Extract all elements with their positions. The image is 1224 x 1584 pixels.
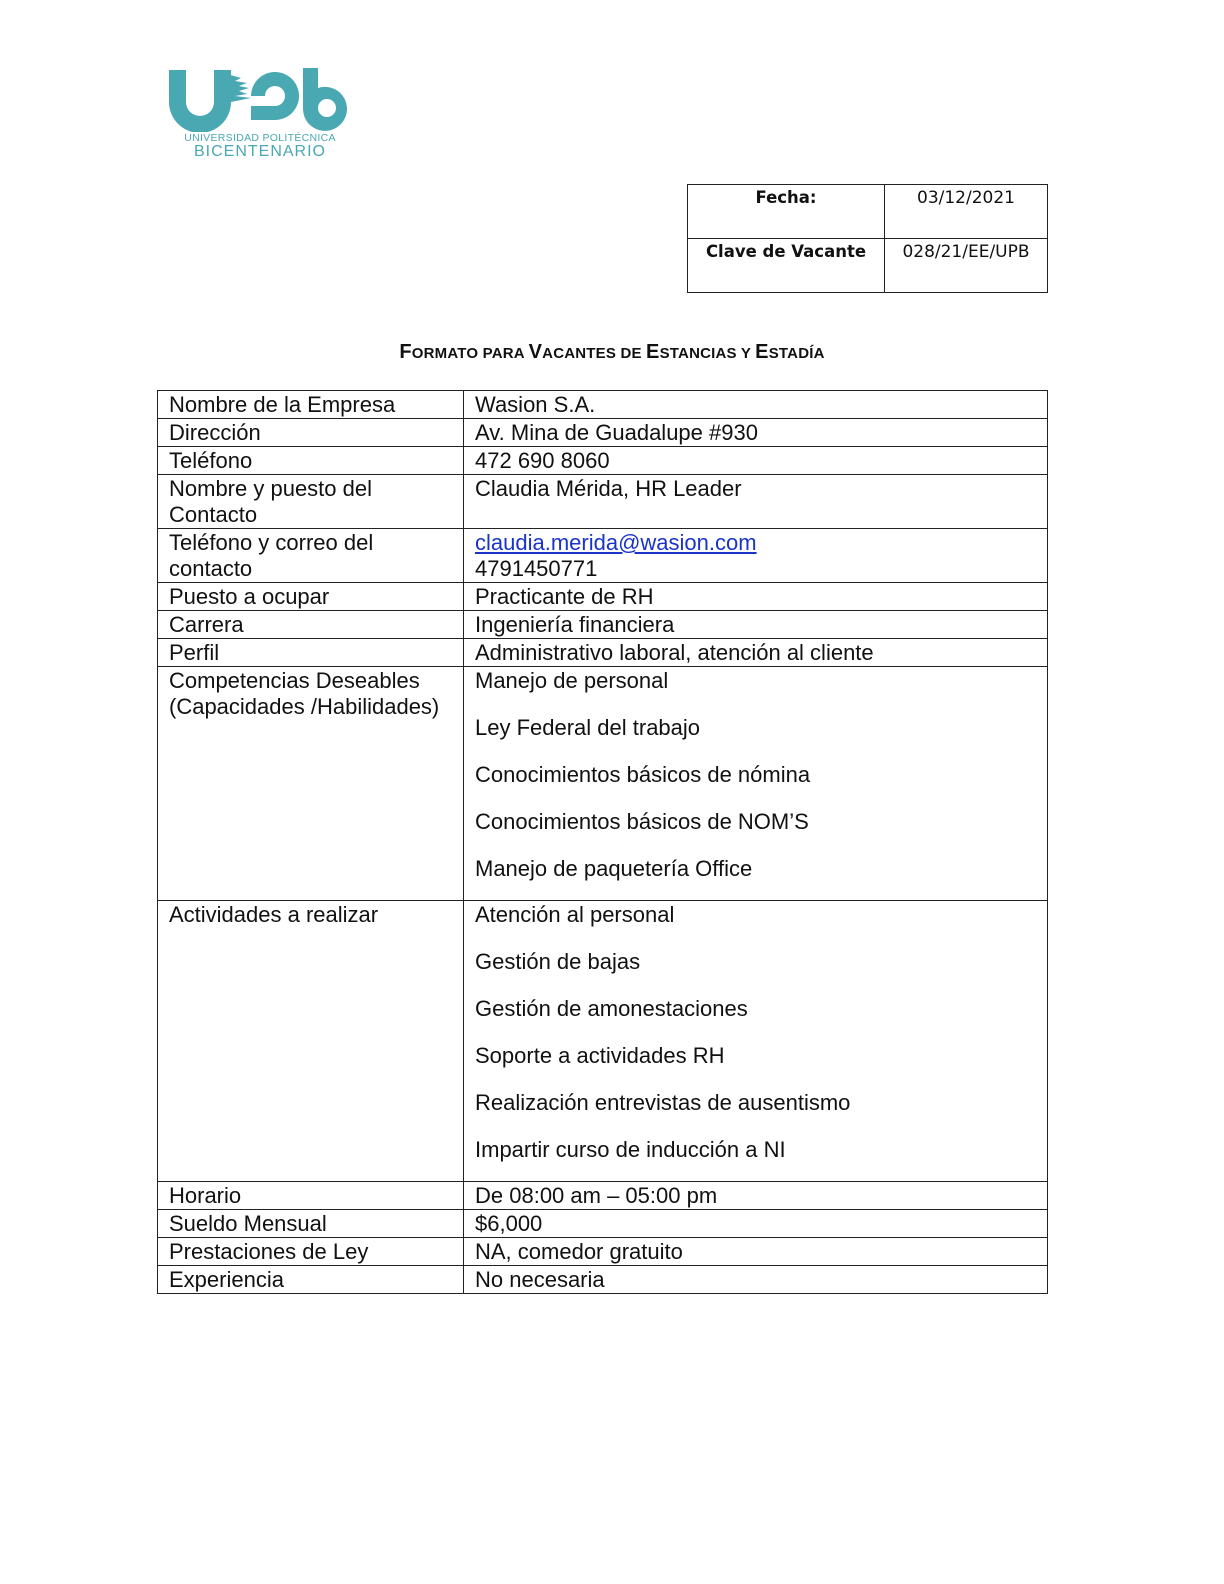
title-rest: STANCIAS Y <box>659 345 756 362</box>
competency-item: Manejo de paquetería Office <box>475 856 753 881</box>
upb-logo-icon <box>165 66 355 132</box>
phone-value: 472 690 8060 <box>464 447 1048 475</box>
competencies-list <box>464 667 1048 901</box>
meta-row-date <box>688 185 1048 239</box>
address-label: Dirección <box>158 419 464 447</box>
title-cap: F <box>399 341 412 363</box>
title-rest: ORMATO PARA <box>411 345 529 362</box>
company-name-value: Wasion S.A. <box>464 391 1048 419</box>
row-experience <box>158 1266 1048 1294</box>
logo-university-name: UNIVERSIDAD POLITÉCNICA <box>184 132 336 144</box>
contact-info-label: Teléfono y correo del contacto <box>158 529 464 583</box>
activity-item: Soporte a actividades RH <box>475 1043 725 1068</box>
profile-value: Administrativo laboral, atención al cliente <box>464 639 1048 667</box>
row-address <box>158 419 1048 447</box>
competencies-label: Competencias Deseables (Capacidades /Habilidades) <box>158 667 464 901</box>
activity-item: Atención al personal <box>475 902 675 927</box>
schedule-label: Horario <box>158 1182 464 1210</box>
row-competencies <box>158 667 1048 901</box>
activity-item: Realización entrevistas de ausentismo <box>475 1090 851 1115</box>
contact-value: Claudia Mérida, HR Leader <box>464 475 1048 529</box>
row-contact-info <box>158 529 1048 583</box>
contact-email-link[interactable]: claudia.merida@wasion.com <box>475 530 757 555</box>
row-schedule <box>158 1182 1048 1210</box>
competency-item: Conocimientos básicos de NOM’S <box>475 809 809 834</box>
address-value: Av. Mina de Guadalupe #930 <box>464 419 1048 447</box>
competency-item: Conocimientos básicos de nómina <box>475 762 811 787</box>
page-title <box>0 341 1224 364</box>
experience-label: Experiencia <box>158 1266 464 1294</box>
competency-item: Ley Federal del trabajo <box>475 715 701 740</box>
activity-item: Impartir curso de inducción a NI <box>475 1137 786 1162</box>
row-activities <box>158 901 1048 1182</box>
salary-label: Sueldo Mensual <box>158 1210 464 1238</box>
experience-value: No necesaria <box>464 1266 1048 1294</box>
meta-row-vacancy-key <box>688 239 1048 293</box>
activities-label: Actividades a realizar <box>158 901 464 1182</box>
salary-value: $6,000 <box>464 1210 1048 1238</box>
position-label: Puesto a ocupar <box>158 583 464 611</box>
profile-label: Perfil <box>158 639 464 667</box>
company-name-label: Nombre de la Empresa <box>158 391 464 419</box>
title-cap: E <box>755 341 769 363</box>
activities-list <box>464 901 1048 1182</box>
title-cap: V <box>528 341 543 363</box>
career-value: Ingeniería financiera <box>464 611 1048 639</box>
vacancy-key-label: Clave de Vacante <box>688 239 885 293</box>
row-contact <box>158 475 1048 529</box>
activity-item: Gestión de bajas <box>475 949 641 974</box>
row-benefits <box>158 1238 1048 1266</box>
benefits-label: Prestaciones de Ley <box>158 1238 464 1266</box>
row-salary <box>158 1210 1048 1238</box>
date-label: Fecha: <box>688 185 885 239</box>
title-rest: ACANTES DE <box>542 345 647 362</box>
title-cap: E <box>646 341 660 363</box>
position-value: Practicante de RH <box>464 583 1048 611</box>
contact-phone: 4791450771 <box>475 556 598 581</box>
date-value: 03/12/2021 <box>885 185 1048 239</box>
phone-label: Teléfono <box>158 447 464 475</box>
contact-label: Nombre y puesto del Contacto <box>158 475 464 529</box>
logo-bicentenario: BICENTENARIO <box>193 143 326 160</box>
schedule-value: De 08:00 am – 05:00 pm <box>464 1182 1048 1210</box>
row-phone <box>158 447 1048 475</box>
benefits-value: NA, comedor gratuito <box>464 1238 1048 1266</box>
title-rest: STADÍA <box>768 345 825 362</box>
row-company-name <box>158 391 1048 419</box>
activity-item: Gestión de amonestaciones <box>475 996 748 1021</box>
vacancy-key-value: 028/21/EE/UPB <box>885 239 1048 293</box>
row-position <box>158 583 1048 611</box>
meta-table <box>687 184 1048 293</box>
career-label: Carrera <box>158 611 464 639</box>
contact-info-value <box>464 529 1048 583</box>
vacancy-form-table <box>157 390 1048 1294</box>
university-logo <box>165 66 360 161</box>
row-profile <box>158 639 1048 667</box>
row-career <box>158 611 1048 639</box>
competency-item: Manejo de personal <box>475 668 669 693</box>
